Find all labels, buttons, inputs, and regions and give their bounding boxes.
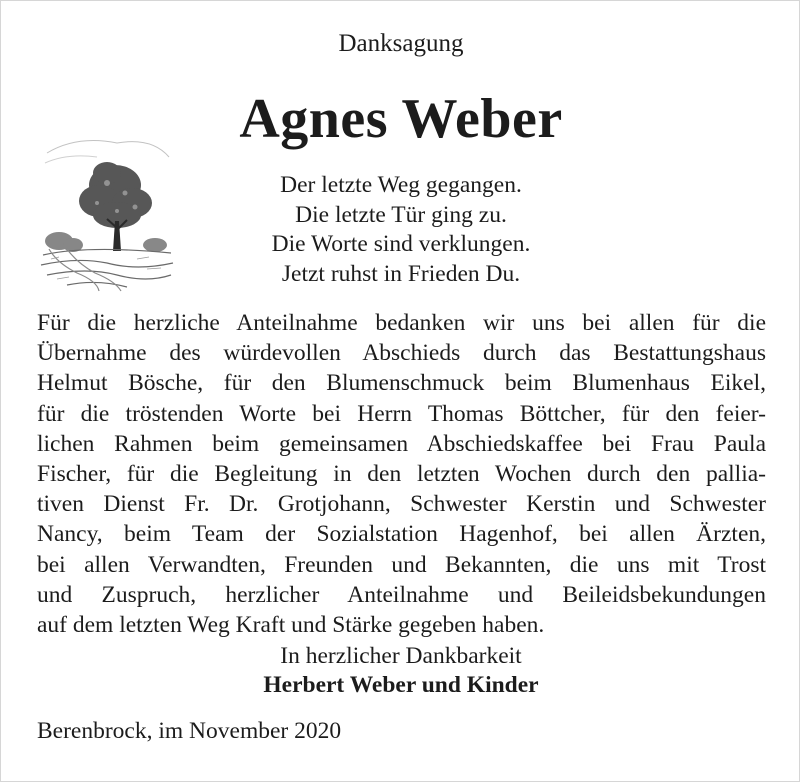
paragraph-line: tiven Dienst Fr. Dr. Grotjohann, Schwester Kerstin und Schwester: [37, 491, 766, 518]
paragraph-line: und Zuspruch, herzlicher Anteilnahme und Beileidsbekundungen: [37, 581, 766, 608]
paragraph-line: Für die herzliche Anteilnahme bedanken wir uns bei allen für die: [37, 310, 766, 336]
notice-heading: Danksagung: [338, 30, 464, 57]
poem-line: Die Worte sind verklungen.: [271, 231, 531, 257]
paragraph-line: auf dem letzten Weg Kraft und Stärke gegeben haben.: [37, 611, 545, 638]
paragraph-line: Nancy, beim Team der Sozialstation Hagenhof, bei allen Ärzten,: [37, 521, 766, 548]
poem-line: Jetzt ruhst in Frieden Du.: [281, 260, 521, 287]
poem-line: Der letzte Weg gegangen.: [280, 172, 522, 198]
signers: Herbert Weber und Kinder: [263, 672, 539, 698]
paragraph-line: lichen Rahmen beim gemeinsamen Abschiedskaffee bei Frau Paula: [37, 430, 766, 457]
poem-line: Die letzte Tür ging zu.: [295, 201, 507, 228]
paragraph-line: Helmut Bösche, für den Blumenschmuck beim Blumenhaus Eikel,: [37, 370, 766, 397]
thanks-paragraph: [37, 308, 766, 640]
closing-block: [1, 642, 800, 700]
paragraph-line: bei allen Verwandten, Freunden und Bekannten, die uns mit Trost: [37, 551, 766, 578]
closing-phrase: In herzlicher Dankbarkeit: [280, 643, 522, 669]
deceased-name: Agnes Weber: [239, 88, 563, 150]
paragraph-line: Übernahme des würdevollen Abschieds durch das Bestattungshaus: [37, 340, 766, 367]
paragraph-line: für die tröstenden Worte bei Herrn Thomas Böttcher, für den feier-: [37, 400, 766, 427]
memorial-poem: [141, 171, 661, 289]
place-date: Berenbrock, im November 2020: [37, 718, 342, 744]
paragraph-line: Fischer, für die Begleitung in den letzten Wochen durch den pallia-: [37, 460, 766, 487]
